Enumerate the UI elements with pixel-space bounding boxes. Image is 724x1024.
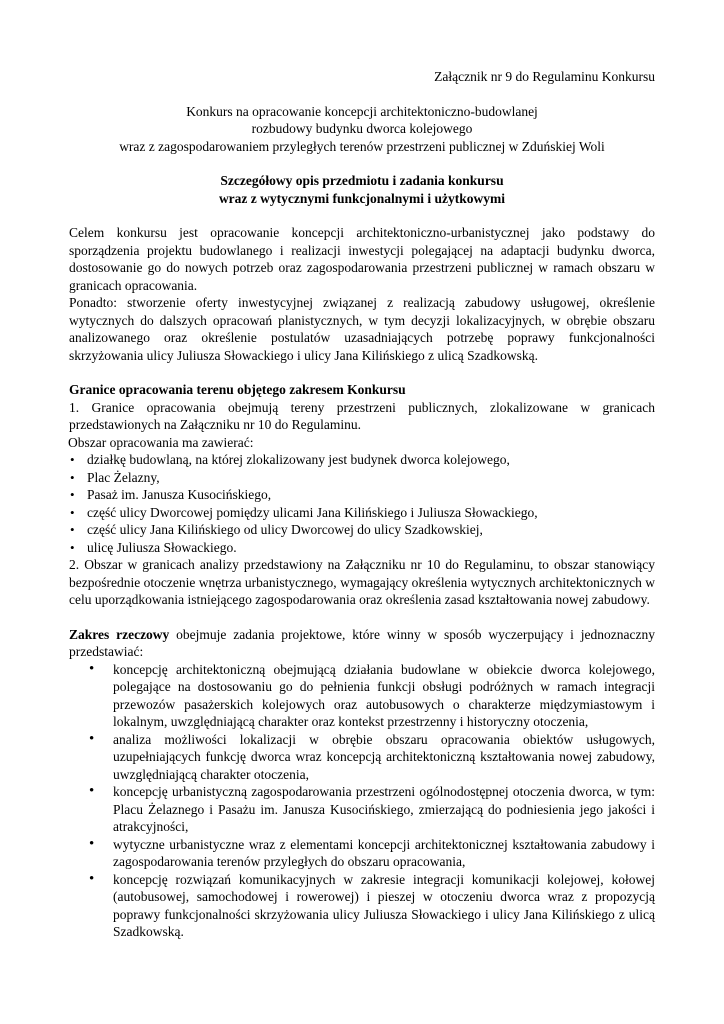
list-item: • część ulicy Dworcowej pomiędzy ulicami Jana Kilińskiego i Juliusza Słowackiego, [69,504,655,522]
title-line-3: wraz z zagospodarowaniem przyległych terenów przestrzeni publicznej w Zduńskiej Woli [119,138,605,154]
list-item: • działkę budowlaną, na której zlokalizowany jest budynek dworca kolejowego, [69,451,655,469]
boundaries-item-1: 1. Granice opracowania obejmują tereny przestrzeni publicznych, zlokalizowane w granicach przedstawionych na Załączniku nr 10 do Regulaminu. [69,399,655,432]
title-line-1: Konkurs na opracowanie koncepcji architektoniczno-budowlanej [186,103,538,119]
list-item: • analiza możliwości lokalizacji w obrębie obszaru opracowania obiektów usługowych, uzupełniających funkcję dworca wraz koncepcją architektoniczną kształtowania nowej zabudowy, uwzględniającą charakter otoczenia, [69,731,655,784]
title-line-2: rozbudowy budynku dworca kolejowego [251,121,473,136]
list-item: • Plac Żelazny, [69,469,655,487]
list-item: • ulicę Juliusza Słowackiego. [69,539,655,557]
subtitle-line-1: Szczegółowy opis przedmiotu i zadania konkursu [220,173,504,188]
scope-lead [69,626,655,661]
list-item: • część ulicy Jana Kilińskiego od ulicy Dworcowej do ulicy Szadkowskiej, [69,521,655,539]
area-list [69,451,655,556]
intro-paragraph-1: Celem konkursu jest opracowanie koncepcji architektoniczno-urbanistycznej jako podstawy do sporządzenia projektu budowlanego i realizacji inwestycji polegającej na adaptacji budynku dworca, dostosowanie go do nowych potrzeb oraz zagospodarowania przestrzeni publicznej w ramach obszaru w granicach opracowania. [69,225,655,293]
list-item: • Pasaż im. Janusza Kusocińskiego, [69,486,655,504]
annex-label: Załącznik nr 9 do Regulaminu Konkursu [434,69,655,84]
document-page [69,68,655,941]
scope-lead-bold: Zakres rzeczowy [69,626,170,642]
list-item: • wytyczne urbanistyczne wraz z elementami koncepcji architektonicznej kształtowania zabudowy i zagospodarowania terenów przyległych do obszaru opracowania, [69,836,655,871]
list-item: • koncepcję rozwiązań komunikacyjnych w zakresie integracji komunikacji kolejowej, kołowej (autobusowej, samochodowej i rowerowej) i pieszej w otoczeniu dworca wraz z propozycją poprawy funkcjonalności skrzyżowania ulicy Juliusza Słowackiego i ulicy Jana Kilińskiego z ulicą Szadkowską. [69,871,655,941]
document-title [69,103,655,156]
intro-paragraph-2: Ponadto: stworzenie oferty inwestycyjnej związanej z realizacją zabudowy usługowej, określenie wytycznych do dalszych opracowań planistycznych, w tym decyzji lokalizacyjnych, w obrębie obszaru analizowanego oraz określenie postulatów uzasadniających potrzebę poprawy funkcjonalności skrzyżowania ulicy Juliusza Słowackiego i ulicy Jana Kilińskiego z ulicą Szadkowską. [69,295,655,363]
scope-list [69,661,655,941]
boundaries-item-2: 2. Obszar w granicach analizy przedstawiony na Załączniku nr 10 do Regulaminu, to obszar stanowiący bezpośrednie otoczenie wnętrza urbanistycznego, wymagający określenia wytycznych architektonicznych w celu uporządkowania istniejącego zagospodarowania oraz określenia zasad kształtowania nowej zabudowy. [69,557,655,607]
document-subtitle [69,172,655,207]
area-label: Obszar opracowania ma zawierać: [68,434,254,450]
subtitle-line-2: wraz z wytycznymi funkcjonalnymi i użytkowymi [218,190,506,206]
boundaries-heading: Granice opracowania terenu objętego zakresem Konkursu [69,382,406,397]
list-item: • koncepcję urbanistyczną zagospodarowania przestrzeni ogólnodostępnej otoczenia dworca, w tym: Placu Żelaznego i Pasażu im. Janusza Kusocińskiego, zmierzającą do podniesienia jego jakości i atrakcyjności, [69,783,655,836]
scope-lead-rest: obejmuje zadania projektowe, które winny w sposób wyczerpujący i jednoznaczny przedstawiać: [69,626,655,659]
list-item: • koncepcję architektoniczną obejmującą działania budowlane w obiekcie dworca kolejowego, polegające na dostosowaniu go do pełnienia funkcji obsługi podróżnych w ramach integracji przewozów pasażerskich kolejowych oraz autobusowych o charakterze międzymiastowym i lokalnym, uwzględniającą charakter oraz kontekst przestrzenny i historyczny otoczenia, [69,661,655,731]
